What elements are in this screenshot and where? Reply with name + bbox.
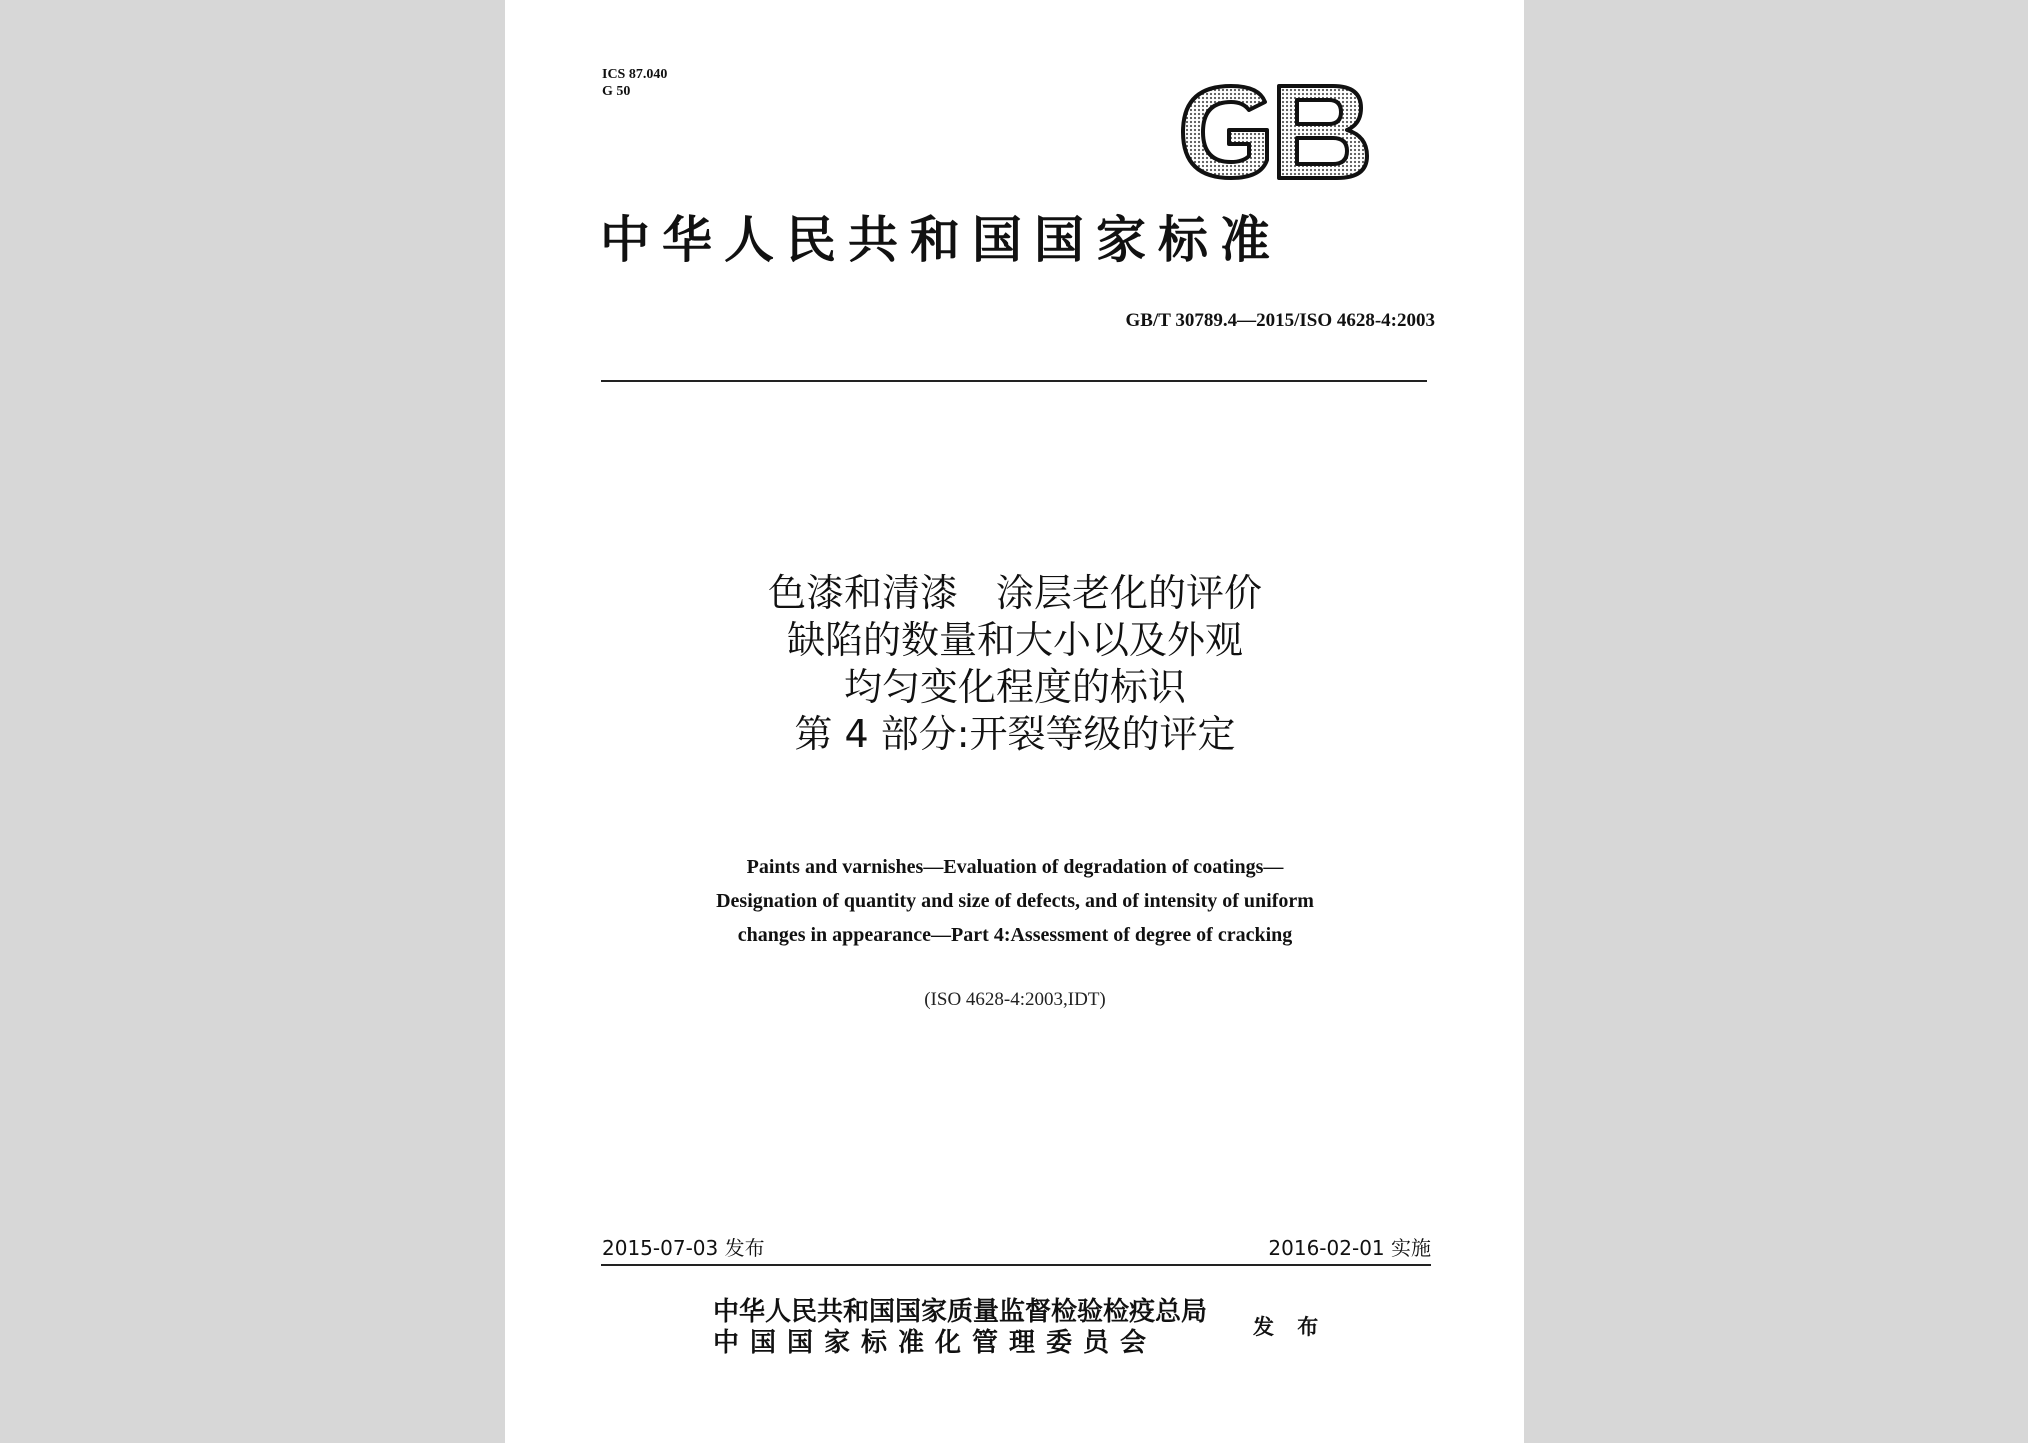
standard-number: GB/T 30789.4—2015/ISO 4628-4:2003 xyxy=(1125,310,1435,331)
document-page xyxy=(505,0,1524,1443)
chinese-title xyxy=(565,570,1465,758)
english-title xyxy=(565,850,1465,952)
issuing-organizations xyxy=(713,1297,1207,1359)
footer-divider xyxy=(601,1264,1431,1266)
issuer-sac: 中国国家标准化管理委员会 xyxy=(713,1328,1158,1358)
national-standard-title: 中华人民共和国国家标准 xyxy=(600,211,1282,269)
cn-title-line-2: 缺陷的数量和大小以及外观 xyxy=(786,618,1243,662)
iso-equivalence: (ISO 4628-4:2003,IDT) xyxy=(924,989,1106,1010)
ics-code: ICS 87.040 xyxy=(602,67,668,82)
implementation-date: 2016-02-01 实施 xyxy=(1268,1236,1431,1260)
publish-label: 发 布 xyxy=(1253,1315,1327,1339)
en-title-line-3: changes in appearance—Part 4:Assessment of degree of cracking xyxy=(737,924,1293,946)
classification-codes xyxy=(602,66,667,100)
issuer-aqsiq: 中华人民共和国国家质量监督检验检疫总局 xyxy=(713,1297,1208,1327)
gb-logo-icon xyxy=(1173,80,1373,184)
en-title-line-1: Paints and varnishes—Evaluation of degradation of coatings— xyxy=(746,856,1284,878)
en-title-line-2: Designation of quantity and size of defects, and of intensity of uniform xyxy=(716,890,1314,912)
issue-date: 2015-07-03 发布 xyxy=(602,1236,765,1260)
ccs-code: G 50 xyxy=(602,84,631,99)
cn-title-line-3: 均匀变化程度的标识 xyxy=(843,665,1186,709)
header-divider xyxy=(601,380,1427,382)
cn-title-line-4: 第 4 部分:开裂等级的评定 xyxy=(794,712,1236,756)
cn-title-line-1: 色漆和清漆 涂层老化的评价 xyxy=(767,571,1262,615)
